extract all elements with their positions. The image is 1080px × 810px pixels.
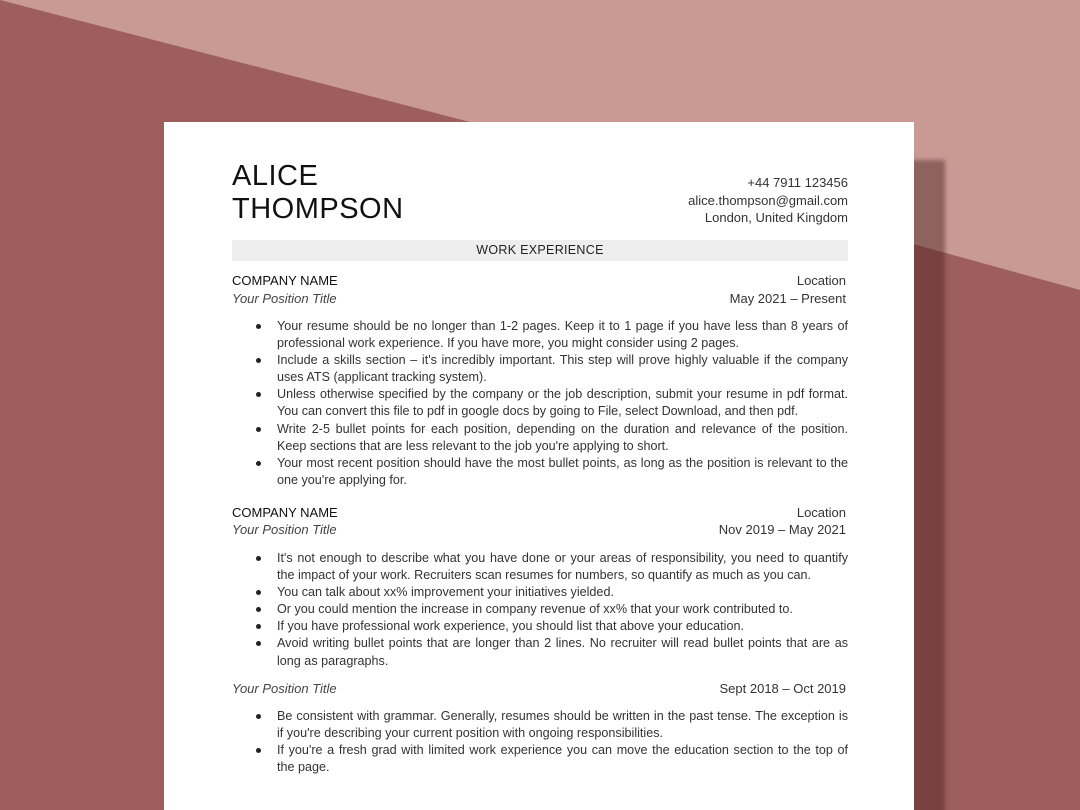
job-company-row [232, 272, 848, 290]
bullet-item: Your resume should be no longer than 1-2 pages. Keep it to 1 page if you have less than 8 years of professional work experience. If you have more, you might consider using 2 pages. [277, 318, 848, 352]
bullet-item: Avoid writing bullet points that are longer than 2 lines. No recruiter will read bullet points that are as long as paragraphs. [277, 635, 848, 669]
bullet-list [232, 550, 848, 670]
contact-email: alice.thompson@gmail.com [688, 192, 848, 208]
resume-header [232, 156, 848, 238]
bullet-item: It's not enough to describe what you have done or your areas of responsibility, you need to quantify the impact of your work. Recruiters scan resumes for numbers, so quantify as much as you can. [277, 550, 848, 584]
resume-page [164, 122, 914, 810]
candidate-name [232, 160, 404, 226]
company-name: COMPANY NAME [232, 504, 338, 520]
bullet-item: If you have professional work experience, you should list that above your education. [277, 618, 848, 635]
bullet-item: You can talk about xx% improvement your initiatives yielded. [277, 584, 848, 601]
bullet-item: Include a skills section – it's incredibly important. This step will prove highly valuable if the company uses ATS (applicant tracking system). [277, 352, 848, 386]
section-heading-work-experience: WORK EXPERIENCE [232, 240, 848, 261]
name-last: THOMPSON [232, 193, 404, 225]
contact-block [688, 174, 848, 227]
company-name: COMPANY NAME [232, 273, 338, 288]
job-entry [232, 504, 848, 670]
position-title: Your Position Title [232, 522, 337, 538]
bullet-list [232, 708, 848, 776]
position-title: Your Position Title [232, 290, 337, 306]
job-entry [232, 680, 848, 777]
job-title-row [232, 680, 848, 698]
job-location: Location [796, 504, 846, 520]
name-first: ALICE [232, 160, 319, 192]
bullet-list [232, 318, 848, 489]
job-company-row [232, 504, 848, 522]
bullet-item: Be consistent with grammar. Generally, resumes should be written in the past tense. The exception is if you're describing your current position with ongoing responsibilities. [277, 708, 848, 742]
job-title-row [232, 521, 848, 539]
job-location: Location [796, 273, 846, 288]
job-dates: Nov 2019 – May 2021 [718, 522, 846, 538]
bullet-item: Or you could mention the increase in company revenue of xx% that your work contributed to. [277, 601, 848, 618]
bullet-item: Your most recent position should have the most bullet points, as long as the position is relevant to the one you're applying for. [277, 455, 848, 489]
job-dates: May 2021 – Present [729, 290, 846, 306]
job-entry [232, 272, 848, 489]
contact-phone: +44 7911 123456 [747, 175, 848, 190]
job-dates: Sept 2018 – Oct 2019 [719, 680, 846, 696]
bullet-item: If you're a fresh grad with limited work experience you can move the education section to the top of the page. [277, 742, 848, 776]
bullet-item: Write 2-5 bullet points for each position, depending on the duration and relevance of the position. Keep sections that are less relevant to the job you're applying to short. [277, 421, 848, 455]
job-title-row [232, 290, 848, 308]
bullet-item: Unless otherwise specified by the company or the job description, submit your resume in pdf format. You can convert this file to pdf in google docs by going to File, select Download, and then pdf. [277, 386, 848, 420]
contact-location: London, United Kingdom [704, 210, 848, 225]
position-title: Your Position Title [232, 680, 337, 696]
